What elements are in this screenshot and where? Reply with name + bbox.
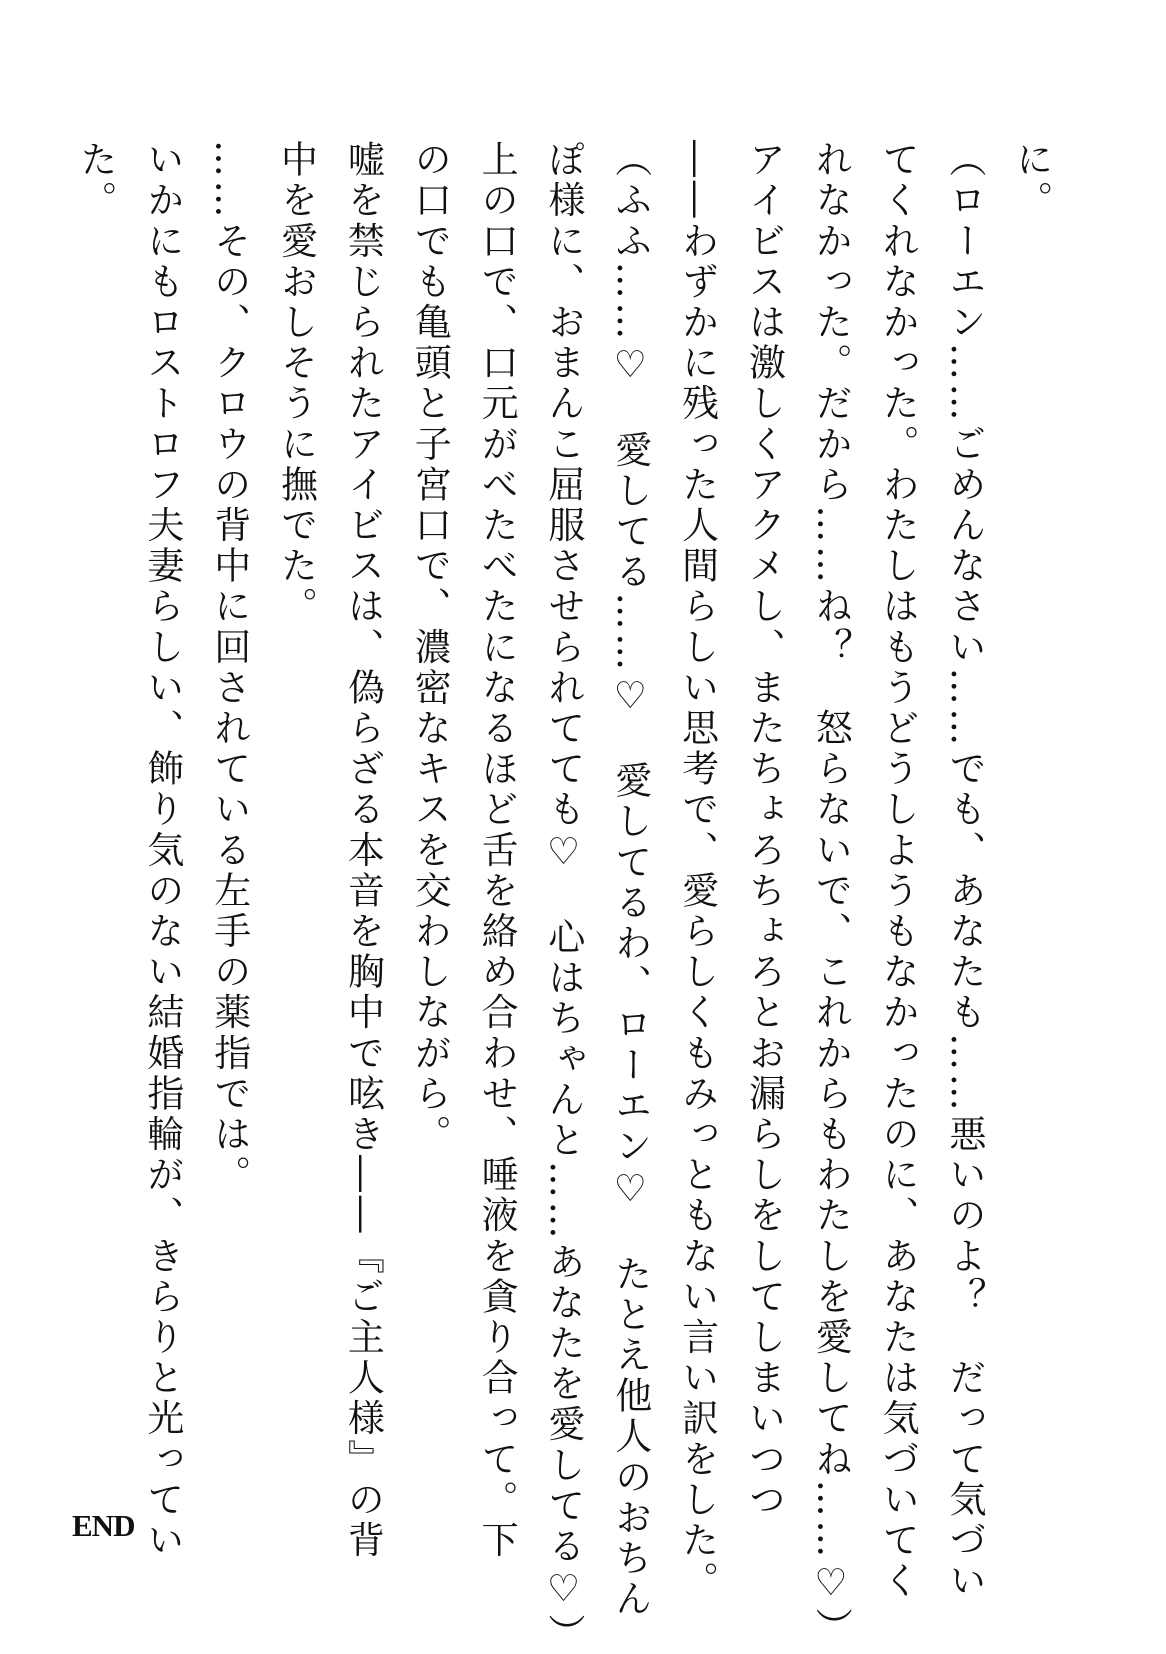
text-line: ……その、クロウの背中に回されている左手の薬指では。 bbox=[207, 140, 251, 1196]
text-line: 上の口で、口元がべたべたになるほど舌を絡め合わせ、唾液を貪り合って。下 bbox=[475, 140, 519, 1561]
text-line: た。 bbox=[74, 140, 117, 222]
text-line: いかにもロストロフ夫妻らしい、飾り気のない結婚指輪が、きらりと光ってい bbox=[140, 140, 184, 1561]
text-line: に。 bbox=[1009, 140, 1053, 222]
text-line: ぽ様に、おまんこ屈服させられてても♡ 心はちゃんと……あなたを愛してる♡） bbox=[541, 140, 585, 1654]
text-line: 中を愛おしそうに撫でた。 bbox=[274, 140, 318, 628]
end-mark: END bbox=[72, 1508, 135, 1543]
text-line: てくれなかった。わたしはもうどうしようもなかったのに、あなたは気づいてく bbox=[876, 140, 920, 1602]
text-line: （ふふ……♡ 愛してる……♡ 愛してるわ、ローエン♡ たとえ他人のおちん bbox=[608, 140, 652, 1620]
text-line: （ローエン……ごめんなさい……でも、あなたも……悪いのよ？ だって気づい bbox=[942, 140, 986, 1602]
text-line: の口でも亀頭と子宮口で、濃密なキスを交わしながら。 bbox=[408, 140, 452, 1155]
text-line: アイビスは激しくアクメし、またちょろちょろとお漏らしをしてしまいつつ bbox=[742, 140, 786, 1521]
text-line: 嘘を禁じられたアイビスは、偽らざる本音を胸中で呟き――『ご主人様』の背 bbox=[341, 140, 385, 1561]
text-line: れなかった。だから……ね？ 怒らないで、これからもわたしを愛してね……♡） bbox=[809, 140, 853, 1649]
text-line: ――わずかに残った人間らしい思考で、愛らしくもみっともない言い訳をした。 bbox=[675, 140, 719, 1602]
